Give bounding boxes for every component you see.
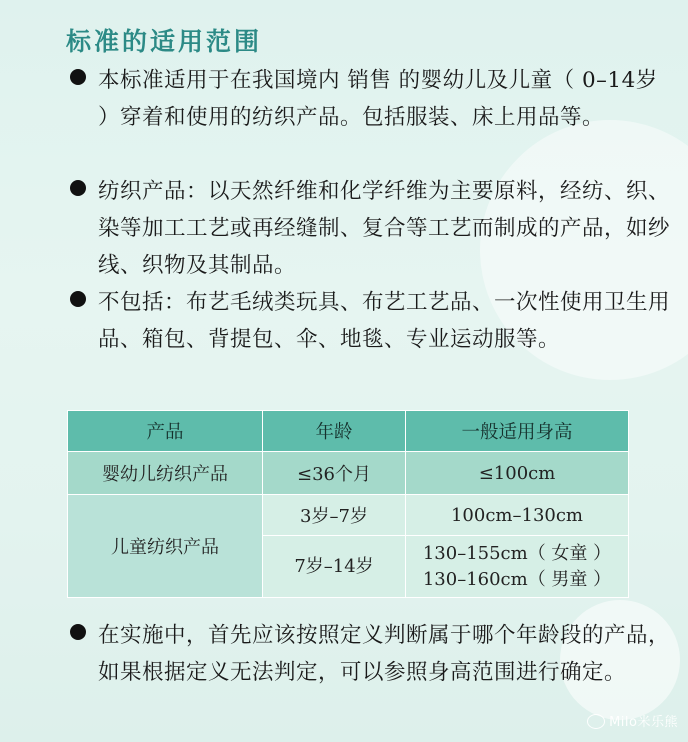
bullet-text: 本标准适用于在我国境内 销售 的婴幼儿及儿童（ 0–14岁 ）穿着和使用的纺织产品。包括服装、床上用品等。 bbox=[98, 68, 658, 130]
bullet-dot-icon bbox=[70, 291, 86, 307]
header-product: 产品 bbox=[68, 411, 263, 452]
section-title: 标准的适用范围 bbox=[66, 27, 263, 56]
weibo-logo-icon bbox=[587, 714, 605, 729]
bullet-scope bbox=[70, 62, 670, 136]
bullet-dot-icon bbox=[70, 69, 86, 85]
cell-height: 100cm–130cm bbox=[406, 495, 629, 536]
cell-product: 婴幼儿纺织产品 bbox=[68, 452, 263, 495]
cell-age: ≤36个月 bbox=[263, 452, 406, 495]
bullet-definition bbox=[70, 173, 670, 284]
cell-product: 儿童纺织产品 bbox=[68, 495, 263, 598]
bullet-text: 在实施中，首先应该按照定义判断属于哪个年龄段的产品，如果根据定义无法判定，可以参照身高范围进行确定。 bbox=[98, 623, 671, 685]
table-row bbox=[68, 452, 629, 495]
bullet-text: 不包括：布艺毛绒类玩具、布艺工艺品、一次性使用卫生用品、箱包、背提包、伞、地毯、专业运动服等。 bbox=[98, 290, 671, 352]
cell-height bbox=[406, 536, 629, 598]
height-boys: 130–160cm（ 男童 ） bbox=[422, 568, 612, 590]
bullet-dot-icon bbox=[70, 180, 86, 196]
watermark-text: Milo米乐熊 bbox=[609, 715, 678, 730]
age-height-table bbox=[67, 410, 629, 598]
bullet-exclusions bbox=[70, 284, 670, 358]
cell-age: 7岁–14岁 bbox=[263, 536, 406, 598]
bullet-dot-icon bbox=[70, 624, 86, 640]
table-header-row bbox=[68, 411, 629, 452]
height-girls: 130–155cm（ 女童 ） bbox=[422, 542, 612, 564]
cell-height: ≤100cm bbox=[406, 452, 629, 495]
table-row bbox=[68, 495, 629, 536]
cell-age: 3岁–7岁 bbox=[263, 495, 406, 536]
watermark bbox=[587, 711, 678, 730]
bullet-text: 纺织产品：以天然纤维和化学纤维为主要原料，经纺、织、染等加工工艺或再经缝制、复合等工艺而制成的产品，如纱线、织物及其制品。 bbox=[98, 179, 671, 278]
header-height: 一般适用身高 bbox=[406, 411, 629, 452]
bullet-implementation bbox=[70, 617, 670, 691]
header-age: 年龄 bbox=[263, 411, 406, 452]
